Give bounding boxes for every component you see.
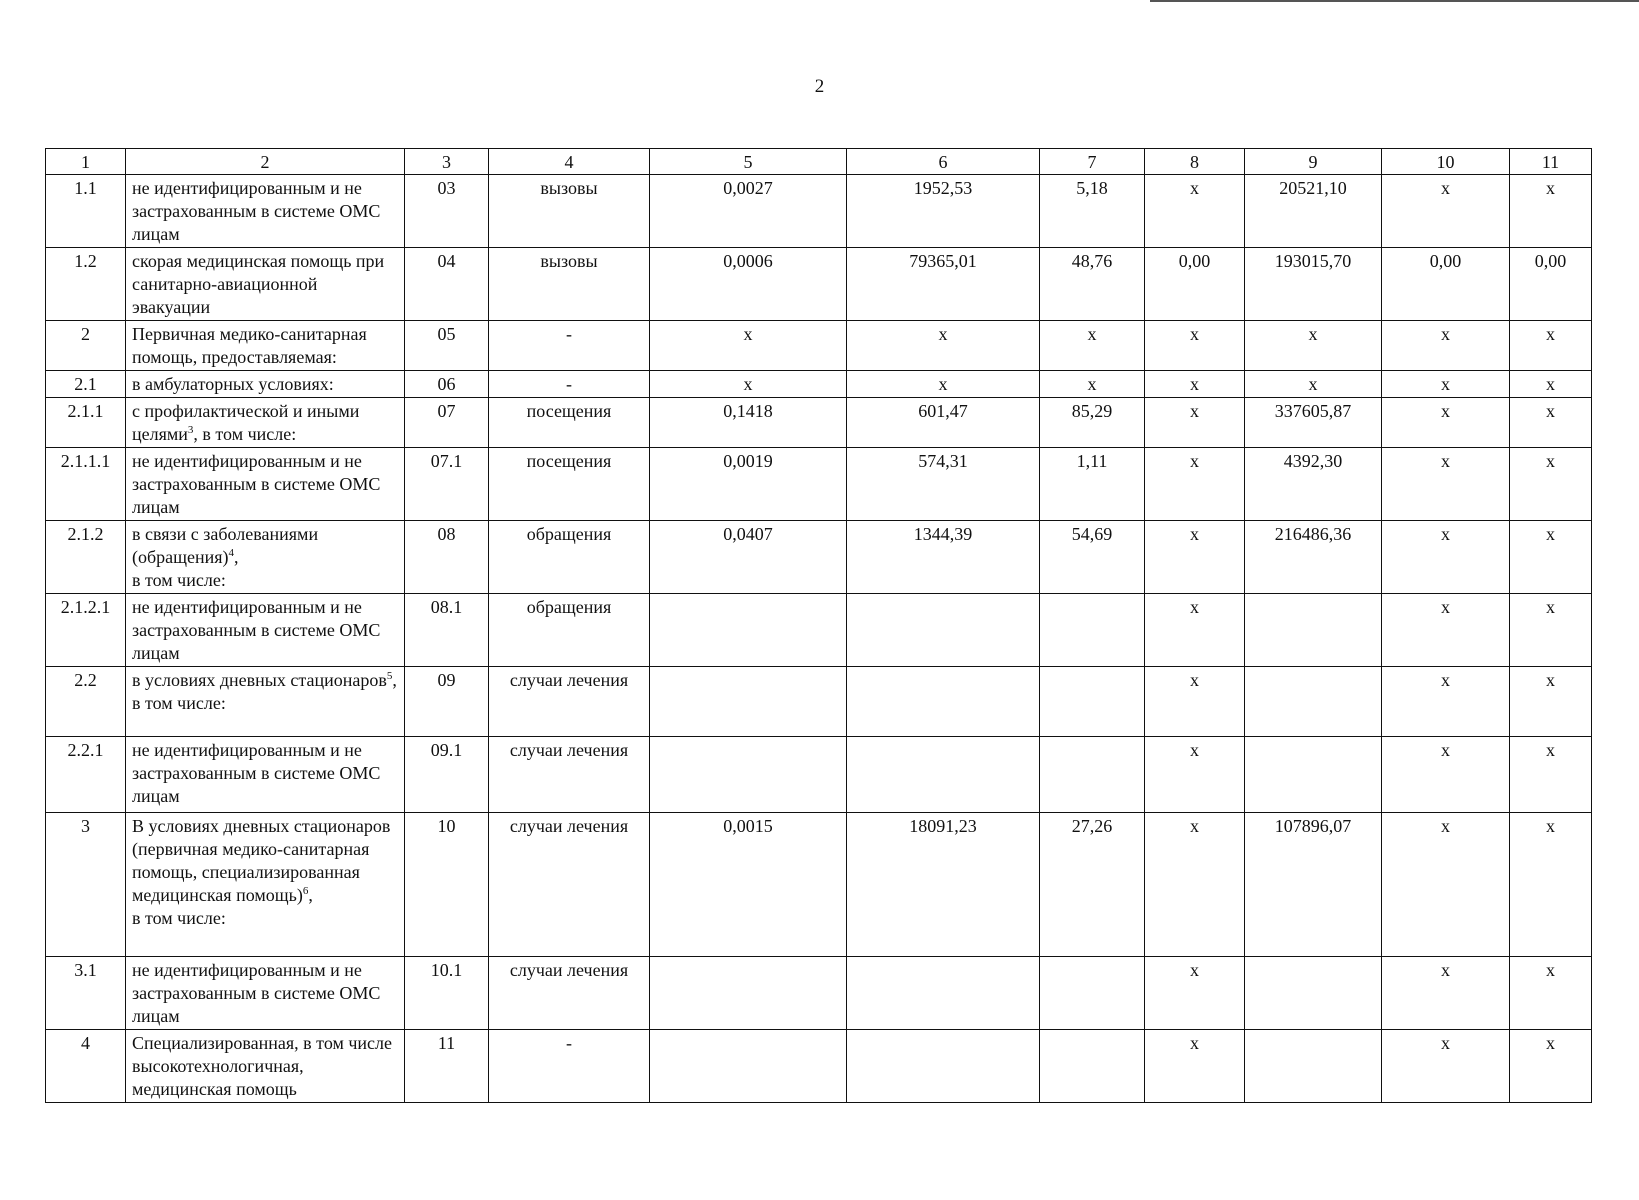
- cell-col-4: случаи лечения: [489, 737, 650, 813]
- description-suffix: , в том числе:: [193, 424, 297, 444]
- cell-col-9: х: [1245, 321, 1382, 371]
- table-row: [46, 737, 1592, 813]
- cell-col-5: 0,0006: [650, 248, 847, 321]
- cell-col-1: 3: [46, 813, 126, 957]
- cell-col-7: [1040, 737, 1145, 813]
- cell-col-3: 06: [405, 371, 489, 398]
- cell-col-1: 1.2: [46, 248, 126, 321]
- cell-col-6: [847, 667, 1040, 737]
- cell-col-1: 3.1: [46, 957, 126, 1030]
- cell-col-4: вызовы: [489, 248, 650, 321]
- description-text: в связи с заболеваниями (обращения): [132, 524, 319, 567]
- table-body: [46, 175, 1592, 1103]
- row-description: [126, 594, 405, 667]
- cell-col-11: х: [1510, 448, 1592, 521]
- description-text: в амбулаторных условиях:: [132, 374, 334, 394]
- cell-col-8: х: [1145, 521, 1245, 594]
- row-description: [126, 248, 405, 321]
- cell-col-10: х: [1382, 521, 1510, 594]
- cell-col-4: вызовы: [489, 175, 650, 248]
- cell-col-1: 2.1: [46, 371, 126, 398]
- cell-col-4: обращения: [489, 521, 650, 594]
- cell-col-6: 601,47: [847, 398, 1040, 448]
- column-header-5: 5: [650, 149, 847, 175]
- cell-col-3: 09.1: [405, 737, 489, 813]
- row-description: [126, 448, 405, 521]
- cell-col-1: 2.1.1: [46, 398, 126, 448]
- table-row: [46, 594, 1592, 667]
- cell-col-1: 2.1.2: [46, 521, 126, 594]
- cell-col-7: х: [1040, 321, 1145, 371]
- description-text: скорая медицинская помощь при санитарно-авиационной эвакуации: [132, 251, 385, 317]
- cell-col-5: х: [650, 321, 847, 371]
- description-text: не идентифицированным и не застрахованным в системе ОМС лицам: [132, 960, 381, 1026]
- column-header-1: 1: [46, 149, 126, 175]
- cell-col-7: х: [1040, 371, 1145, 398]
- description-text: В условиях дневных стационаров (первичная медико-санитарная помощь, специализированная медицинская помощь): [132, 816, 391, 905]
- cell-col-9: 20521,10: [1245, 175, 1382, 248]
- cell-col-10: х: [1382, 1030, 1510, 1103]
- cell-col-3: 03: [405, 175, 489, 248]
- cell-col-8: х: [1145, 398, 1245, 448]
- cell-col-4: случаи лечения: [489, 813, 650, 957]
- cell-col-10: х: [1382, 957, 1510, 1030]
- cell-col-7: [1040, 1030, 1145, 1103]
- cell-col-5: 0,0407: [650, 521, 847, 594]
- row-description: [126, 321, 405, 371]
- row-description: [126, 398, 405, 448]
- table-row: [46, 398, 1592, 448]
- cell-col-8: х: [1145, 321, 1245, 371]
- cell-col-10: х: [1382, 321, 1510, 371]
- cell-col-1: 2.2: [46, 667, 126, 737]
- description-text: Первичная медико-санитарная помощь, предоставляемая:: [132, 324, 367, 367]
- cell-col-10: 0,00: [1382, 248, 1510, 321]
- description-text: не идентифицированным и не застрахованным в системе ОМС лицам: [132, 451, 381, 517]
- cell-col-4: -: [489, 1030, 650, 1103]
- description-text: не идентифицированным и не застрахованным в системе ОМС лицам: [132, 597, 381, 663]
- cell-col-8: 0,00: [1145, 248, 1245, 321]
- cell-col-6: 1952,53: [847, 175, 1040, 248]
- cell-col-8: х: [1145, 594, 1245, 667]
- cell-col-4: -: [489, 321, 650, 371]
- footnote-marker: 4: [228, 547, 235, 559]
- cell-col-6: [847, 957, 1040, 1030]
- cell-col-11: х: [1510, 594, 1592, 667]
- cell-col-8: х: [1145, 1030, 1245, 1103]
- cell-col-8: х: [1145, 448, 1245, 521]
- cell-col-5: х: [650, 371, 847, 398]
- table-row: [46, 371, 1592, 398]
- cell-col-8: х: [1145, 813, 1245, 957]
- column-header-10: 10: [1382, 149, 1510, 175]
- cell-col-9: 337605,87: [1245, 398, 1382, 448]
- cell-col-11: х: [1510, 737, 1592, 813]
- table-row: [46, 248, 1592, 321]
- cell-col-10: х: [1382, 371, 1510, 398]
- cell-col-11: х: [1510, 321, 1592, 371]
- cell-col-10: х: [1382, 737, 1510, 813]
- cell-col-9: 107896,07: [1245, 813, 1382, 957]
- table-row: [46, 1030, 1592, 1103]
- cell-col-3: 09: [405, 667, 489, 737]
- cell-col-3: 07: [405, 398, 489, 448]
- footnote-marker: 6: [302, 885, 309, 897]
- cell-col-5: [650, 737, 847, 813]
- cell-col-1: 1.1: [46, 175, 126, 248]
- cell-col-9: 4392,30: [1245, 448, 1382, 521]
- cell-col-6: [847, 1030, 1040, 1103]
- cell-col-8: х: [1145, 371, 1245, 398]
- cell-col-3: 08.1: [405, 594, 489, 667]
- description-suffix: , в том числе:: [132, 670, 397, 713]
- cell-col-7: 5,18: [1040, 175, 1145, 248]
- footnote-marker: 3: [187, 424, 194, 436]
- cell-col-8: х: [1145, 957, 1245, 1030]
- cell-col-7: 85,29: [1040, 398, 1145, 448]
- cell-col-3: 07.1: [405, 448, 489, 521]
- cell-col-6: 18091,23: [847, 813, 1040, 957]
- cell-col-5: [650, 1030, 847, 1103]
- description-text: в условиях дневных стационаров: [132, 670, 387, 690]
- cell-col-5: [650, 957, 847, 1030]
- cell-col-10: х: [1382, 813, 1510, 957]
- cell-col-5: [650, 667, 847, 737]
- cell-col-1: 4: [46, 1030, 126, 1103]
- cell-col-6: 574,31: [847, 448, 1040, 521]
- row-description: [126, 1030, 405, 1103]
- cell-col-1: 2.1.2.1: [46, 594, 126, 667]
- cell-col-6: х: [847, 371, 1040, 398]
- cell-col-11: х: [1510, 521, 1592, 594]
- cell-col-4: случаи лечения: [489, 667, 650, 737]
- column-header-8: 8: [1145, 149, 1245, 175]
- cell-col-4: случаи лечения: [489, 957, 650, 1030]
- table-row: [46, 175, 1592, 248]
- description-suffix: , в том числе:: [132, 885, 313, 928]
- cell-col-3: 10: [405, 813, 489, 957]
- cell-col-7: 48,76: [1040, 248, 1145, 321]
- column-header-2: 2: [126, 149, 405, 175]
- cell-col-11: х: [1510, 957, 1592, 1030]
- row-description: [126, 175, 405, 248]
- cell-col-7: [1040, 957, 1145, 1030]
- cell-col-8: х: [1145, 737, 1245, 813]
- cell-col-10: х: [1382, 594, 1510, 667]
- cell-col-4: -: [489, 371, 650, 398]
- description-text: с профилактической и иными целями: [132, 401, 360, 444]
- cell-col-10: х: [1382, 448, 1510, 521]
- cell-col-5: 0,0027: [650, 175, 847, 248]
- cell-col-11: х: [1510, 371, 1592, 398]
- cell-col-10: х: [1382, 175, 1510, 248]
- top-edge-line: [1150, 0, 1639, 2]
- cell-col-10: х: [1382, 667, 1510, 737]
- cell-col-3: 11: [405, 1030, 489, 1103]
- table-row: [46, 448, 1592, 521]
- table-row: [46, 813, 1592, 957]
- column-header-6: 6: [847, 149, 1040, 175]
- row-description: [126, 957, 405, 1030]
- cell-col-4: обращения: [489, 594, 650, 667]
- cell-col-9: [1245, 667, 1382, 737]
- cell-col-4: посещения: [489, 448, 650, 521]
- cell-col-6: 79365,01: [847, 248, 1040, 321]
- cell-col-11: х: [1510, 398, 1592, 448]
- cell-col-3: 05: [405, 321, 489, 371]
- cell-col-11: 0,00: [1510, 248, 1592, 321]
- cell-col-5: 0,0015: [650, 813, 847, 957]
- cell-col-7: 54,69: [1040, 521, 1145, 594]
- cell-col-11: х: [1510, 175, 1592, 248]
- row-description: [126, 521, 405, 594]
- description-text: не идентифицированным и не застрахованным в системе ОМС лицам: [132, 740, 381, 806]
- cell-col-3: 04: [405, 248, 489, 321]
- cell-col-9: [1245, 737, 1382, 813]
- cell-col-3: 08: [405, 521, 489, 594]
- footnote-marker: 5: [386, 670, 393, 682]
- cell-col-6: х: [847, 321, 1040, 371]
- table-row: [46, 521, 1592, 594]
- cell-col-7: [1040, 667, 1145, 737]
- column-header-3: 3: [405, 149, 489, 175]
- description-text: не идентифицированным и не застрахованным в системе ОМС лицам: [132, 178, 381, 244]
- cell-col-9: [1245, 594, 1382, 667]
- column-header-11: 11: [1510, 149, 1592, 175]
- table-row: [46, 321, 1592, 371]
- cell-col-7: 1,11: [1040, 448, 1145, 521]
- cell-col-7: [1040, 594, 1145, 667]
- cell-col-9: х: [1245, 371, 1382, 398]
- table-row: [46, 667, 1592, 737]
- cell-col-1: 2.2.1: [46, 737, 126, 813]
- cell-col-11: х: [1510, 813, 1592, 957]
- cell-col-10: х: [1382, 398, 1510, 448]
- cell-col-9: [1245, 957, 1382, 1030]
- cell-col-11: х: [1510, 667, 1592, 737]
- data-table: [45, 148, 1592, 1103]
- table-row: [46, 957, 1592, 1030]
- cell-col-9: 216486,36: [1245, 521, 1382, 594]
- cell-col-8: х: [1145, 175, 1245, 248]
- header-row: [46, 149, 1592, 175]
- description-suffix: , в том числе:: [132, 547, 239, 590]
- cell-col-5: 0,1418: [650, 398, 847, 448]
- row-description: [126, 813, 405, 957]
- cell-col-6: [847, 594, 1040, 667]
- description-text: Специализированная, в том числе высокотехнологичная, медицинская помощь: [132, 1033, 393, 1099]
- row-description: [126, 371, 405, 398]
- cell-col-3: 10.1: [405, 957, 489, 1030]
- cell-col-5: [650, 594, 847, 667]
- cell-col-9: 193015,70: [1245, 248, 1382, 321]
- cell-col-4: посещения: [489, 398, 650, 448]
- cell-col-8: х: [1145, 667, 1245, 737]
- row-description: [126, 737, 405, 813]
- row-description: [126, 667, 405, 737]
- column-header-9: 9: [1245, 149, 1382, 175]
- cell-col-7: 27,26: [1040, 813, 1145, 957]
- cell-col-1: 2: [46, 321, 126, 371]
- page-number: 2: [814, 76, 825, 97]
- column-header-7: 7: [1040, 149, 1145, 175]
- column-header-4: 4: [489, 149, 650, 175]
- cell-col-6: [847, 737, 1040, 813]
- cell-col-11: х: [1510, 1030, 1592, 1103]
- cell-col-1: 2.1.1.1: [46, 448, 126, 521]
- cell-col-9: [1245, 1030, 1382, 1103]
- cell-col-6: 1344,39: [847, 521, 1040, 594]
- cell-col-5: 0,0019: [650, 448, 847, 521]
